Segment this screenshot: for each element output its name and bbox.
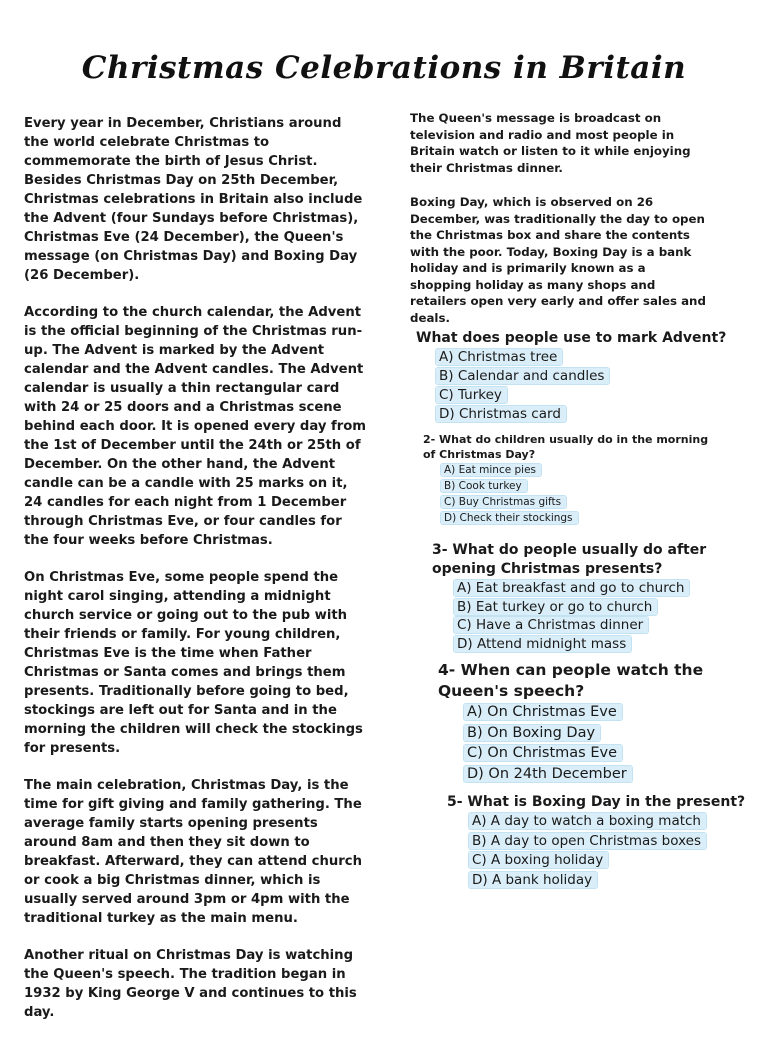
answer-option[interactable]: B) A day to open Christmas boxes: [469, 832, 757, 852]
answer-option[interactable]: D) Attend midnight mass: [454, 635, 752, 654]
question-text: 5- What is Boxing Day in the present?: [447, 794, 746, 810]
answer-option[interactable]: B) Cook turkey: [441, 478, 723, 494]
answer-option[interactable]: C) Buy Christmas gifts: [441, 494, 723, 510]
answer-option[interactable]: C) Have a Christmas dinner: [454, 616, 752, 635]
answer-option[interactable]: A) Eat mince pies: [441, 462, 723, 478]
answer-option[interactable]: A) Christmas tree: [436, 348, 726, 367]
page-title: Christmas Celebrations in Britain: [81, 50, 687, 86]
paragraph-intro: Every year in December, Christians around the world celebrate Christmas to commemorate the birth of Jesus Christ. Besides Christmas Day on 25th December, Christmas celebrations in Britain also include the Advent (four Sundays before Christmas), Christmas Eve (24 December), the Queen's message (on Christmas Day) and Boxing Day (26 December).: [24, 116, 363, 283]
answer-option[interactable]: A) Eat breakfast and go to church: [454, 579, 752, 598]
paragraph-advent: According to the church calendar, the Advent is the official beginning of the Christmas run-up. The Advent is marked by the Advent calendar and the Advent candles. The Advent calendar is usually a thin rectangular card with 24 or 25 doors and a Christmas scene behind each door. It is opened every day from the 1st of December until the 24th or 25th of December. On the other hand, the Advent candle can be a candle with 25 marks on it, 24 candles for each night from 1 December through Christmas Eve, or four candles for the four weeks before Christmas.: [24, 305, 367, 548]
answer-option[interactable]: B) Calendar and candles: [436, 367, 726, 386]
answer-option[interactable]: A) On Christmas Eve: [464, 702, 758, 723]
paragraph-boxing-day: Boxing Day, which is observed on 26 December, was traditionally the day to open the Christmas box and share the contents with the poor. Today, Boxing Day is a bank holiday and is primarily known as a shopping holiday as many shops and retailers open very early and offer sales and deals.: [410, 195, 706, 325]
paragraph-christmas-day: The main celebration, Christmas Day, is the time for gift giving and family gathering. The average family starts opening presents around 8am and then they sit down to breakfast. Afterward, they can attend church or cook a big Christmas dinner, which is usually served around 3pm or 4pm with the traditional turkey as the main menu.: [24, 778, 362, 926]
paragraph-queens-speech: Another ritual on Christmas Day is watching the Queen's speech. The tradition began in 1932 by King George V and continues to this day.: [24, 948, 357, 1020]
paragraph-queens-message: The Queen's message is broadcast on television and radio and most people in Britain watch or listen to it while enjoying their Christmas dinner.: [410, 111, 691, 175]
question-text: 3- What do people usually do after opening Christmas presents?: [432, 542, 707, 577]
right-column: [410, 110, 710, 344]
answer-option[interactable]: D) A bank holiday: [469, 871, 757, 891]
answer-option[interactable]: D) Christmas card: [436, 405, 726, 424]
answer-option[interactable]: C) Turkey: [436, 386, 726, 405]
question-text: 2- What do children usually do in the morning of Christmas Day?: [423, 433, 709, 461]
question-3: [432, 541, 752, 653]
answer-option[interactable]: A) A day to watch a boxing match: [469, 812, 757, 832]
question-text: What does people use to mark Advent?: [416, 330, 727, 346]
question-2: [423, 432, 723, 526]
answer-option[interactable]: B) Eat turkey or go to church: [454, 598, 752, 617]
question-1: [416, 328, 726, 424]
question-4: [438, 660, 758, 784]
answer-option[interactable]: D) Check their stockings: [441, 510, 723, 526]
question-text: 4- When can people watch the Queen's speech?: [438, 661, 704, 700]
answer-option[interactable]: B) On Boxing Day: [464, 723, 758, 744]
left-column: [24, 114, 369, 1040]
paragraph-christmas-eve: On Christmas Eve, some people spend the night carol singing, attending a midnight church service or going out to the pub with their friends or family. For young children, Christmas Eve is the time when Father Christmas or Santa comes and brings them presents. Traditionally before going to bed, stockings are left out for Santa and in the morning the children will check the stockings for presents.: [24, 570, 363, 756]
answer-option[interactable]: D) On 24th December: [464, 764, 758, 785]
answer-option[interactable]: C) On Christmas Eve: [464, 743, 758, 764]
answer-option[interactable]: C) A boxing holiday: [469, 851, 757, 871]
question-5: [447, 792, 757, 890]
